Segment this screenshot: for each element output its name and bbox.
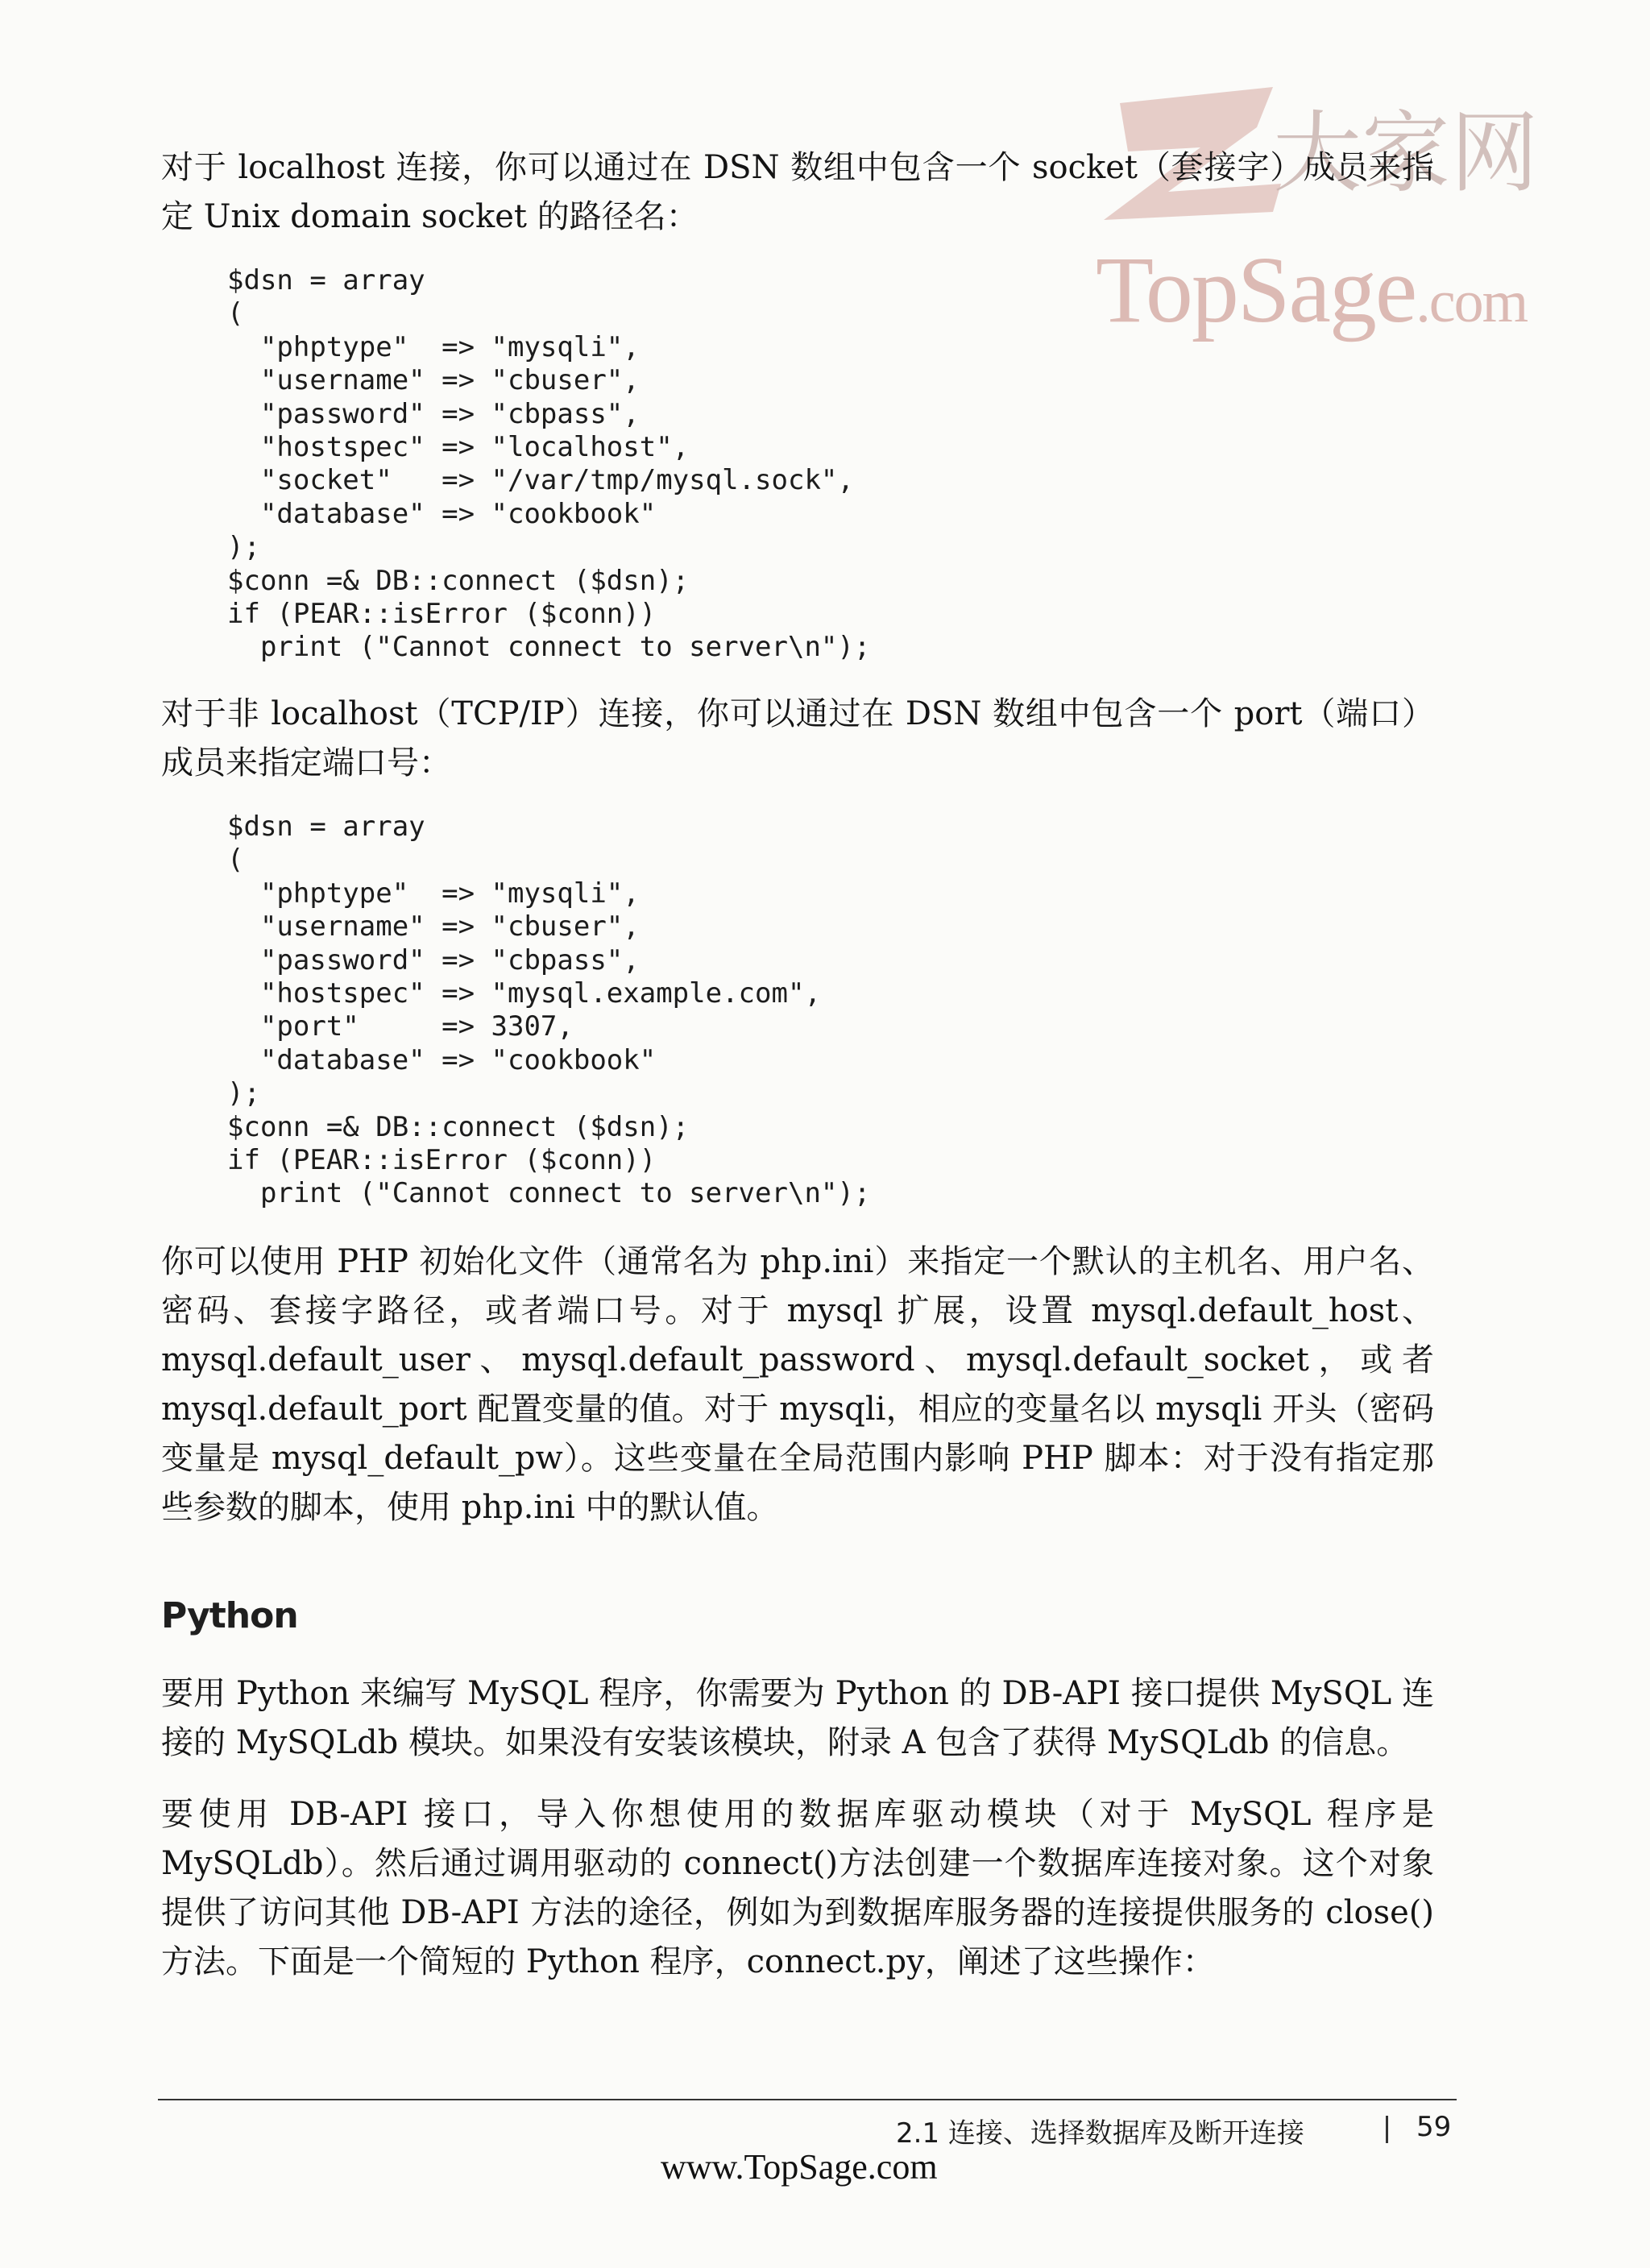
paragraph-port-intro: 对于非 localhost（TCP/IP）连接，你可以通过在 DSN 数组中包含一个 port（端口）成员来指定端口号：: [161, 695, 1434, 782]
footer-separator: [1386, 2116, 1388, 2143]
footer-url: www.TopSage.com: [661, 2147, 938, 2187]
watermark-text: TopSage.com: [1096, 237, 1528, 342]
watermark-glyphs: 大家网: [1273, 102, 1539, 205]
footer-section-title: 2.1 连接、选择数据库及断开连接: [896, 2117, 1304, 2150]
footer-rule: [158, 2099, 1457, 2100]
paragraph-socket-intro: 对于 localhost 连接，你可以通过在 DSN 数组中包含一个 socket（套接字）成员来指定 Unix domain socket 的路径名：: [161, 149, 1434, 235]
paragraph-python-intro: 要用 Python 来编写 MySQL 程序，你需要为 Python 的 DB-API 接口提供 MySQL 连接的 MySQLdb 模块。如果没有安装该模块，附录 A 包含了获得 MySQLdb 的信息。: [161, 1675, 1434, 1761]
code-block-socket-dsn: $dsn = array ( "phptype" => "mysqli", "username" => "cbuser", "password" => "cbpass", "hostspec" => "localhost", "socket" => "/var/tmp/mysql.sock", "database" => "cookbook" ); $conn =& DB::connect ($dsn); if (PEAR::isError ($conn)) print ("Cannot connect to server\n");: [227, 264, 871, 664]
page-number: 59: [1416, 2111, 1452, 2143]
paragraph-db-api: 要使用 DB-API 接口，导入你想使用的数据库驱动模块（对于 MySQL 程序是 MySQLdb）。然后通过调用驱动的 connect()方法创建一个数据库连接对象。这个对象提供了访问其他 DB-API 方法的途径，例如为到数据库服务器的连接提供服务的 close()方法。下面是一个简短的 Python 程序，connect.py，阐述了这些操作：: [161, 1796, 1445, 1980]
section-heading-python: Python: [161, 1595, 298, 1636]
code-block-port-dsn: $dsn = array ( "phptype" => "mysqli", "username" => "cbuser", "password" => "cbpass", "hostspec" => "mysql.example.com", "port" => 3307, "database" => "cookbook" ); $conn =& DB::connect ($dsn); if (PEAR::isError ($conn)) print ("Cannot connect to server\n");: [227, 811, 871, 1210]
paragraph-php-ini: 你可以使用 PHP 初始化文件（通常名为 php.ini）来指定一个默认的主机名、用户名、密码、套接字路径，或者端口号。对于 mysql 扩展，设置 mysql.default_host、mysql.default_user、mysql.default_password、mysql.default_socket，或者 mysql.default_port 配置变量的值。对于 mysqli，相应的变量名以 mysqli 开头（密码变量是 mysql_default_pw）。这些变量在全局范围内影响 PHP 脚本：对于没有指定那些参数的脚本，使用 php.ini 中的默认值。: [161, 1243, 1445, 1526]
